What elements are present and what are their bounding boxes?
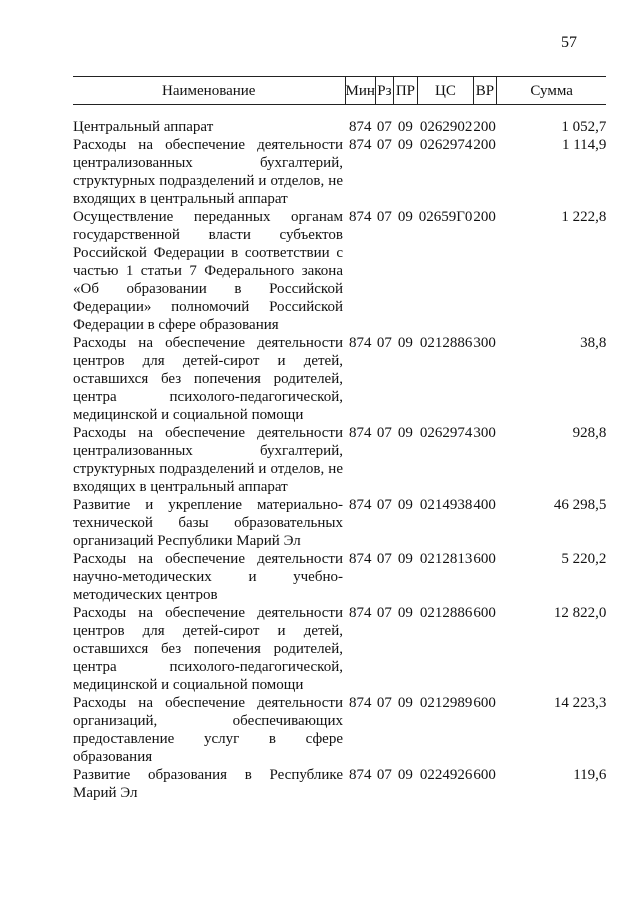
cell-vr: 600 [473, 551, 496, 567]
cell-cs: 0212886 [419, 335, 473, 351]
cell-sum: 46 298,5 [553, 497, 607, 513]
cell-vr: 300 [473, 335, 496, 351]
cell-vr: 200 [473, 119, 496, 135]
cell-name: Расходы на обеспечение деятельности централизованных бухгалтерий, структурных подразделений и отделов, не входящих в центральный аппарат [73, 425, 343, 495]
cell-vr: 600 [473, 605, 496, 621]
cell-pr: 09 [397, 767, 413, 783]
cell-rz: 07 [376, 551, 392, 567]
cell-min: 874 [349, 497, 372, 513]
cell-vr: 600 [473, 767, 496, 783]
cell-sum: 1 114,9 [561, 137, 607, 153]
cell-sum: 1 222,8 [561, 209, 607, 225]
header-min: Мин [345, 77, 375, 105]
cell-name: Расходы на обеспечение деятельности центров для детей-сирот и детей, оставшихся без попечения родителей, центра психолого-педагогической, медицинской и социальной помощи [73, 335, 343, 423]
cell-sum: 12 822,0 [553, 605, 607, 621]
header-vr: ВР [473, 77, 496, 105]
header-sum: Сумма [496, 77, 606, 105]
table-body [73, 105, 606, 803]
table-row [73, 208, 606, 334]
cell-vr: 200 [473, 137, 496, 153]
cell-vr: 600 [473, 695, 496, 711]
cell-min: 874 [349, 119, 372, 135]
cell-sum: 119,6 [573, 767, 607, 783]
cell-pr: 09 [397, 497, 413, 513]
cell-pr: 09 [397, 137, 413, 153]
cell-sum: 14 223,3 [553, 695, 607, 711]
cell-pr: 09 [397, 695, 413, 711]
page-number: 57 [561, 34, 577, 51]
cell-name: Расходы на обеспечение деятельности централизованных бухгалтерий, структурных подразделений и отделов, не входящих в центральный аппарат [73, 137, 343, 207]
cell-cs: 0214938 [419, 497, 473, 513]
header-rz: Рз [375, 77, 393, 105]
table-row [73, 118, 606, 136]
cell-min: 874 [349, 551, 372, 567]
cell-name: Развитие образования в Республике Марий Эл [73, 767, 343, 801]
table-row [73, 136, 606, 208]
cell-cs: 0212886 [419, 605, 473, 621]
cell-pr: 09 [397, 551, 413, 567]
table-row [73, 766, 606, 802]
table-row [73, 424, 606, 496]
cell-rz: 07 [376, 119, 392, 135]
cell-min: 874 [349, 767, 372, 783]
cell-pr: 09 [397, 119, 413, 135]
cell-name: Расходы на обеспечение деятельности организаций, обеспечивающих предоставление услуг в сфере образования [73, 695, 343, 765]
cell-name: Расходы на обеспечение деятельности центров для детей-сирот и детей, оставшихся без попечения родителей, центра психолого-педагогической, медицинской и социальной помощи [73, 605, 343, 693]
cell-min: 874 [349, 137, 372, 153]
cell-pr: 09 [397, 335, 413, 351]
cell-sum: 928,8 [572, 425, 607, 441]
cell-min: 874 [349, 425, 372, 441]
table-row [73, 550, 606, 604]
cell-sum: 1 052,7 [561, 119, 607, 135]
cell-cs: 02659Г0 [418, 209, 473, 225]
cell-min: 874 [349, 605, 372, 621]
cell-sum: 38,8 [580, 335, 607, 351]
cell-cs: 0262902 [419, 119, 473, 135]
spacer-row [73, 105, 606, 119]
cell-pr: 09 [397, 605, 413, 621]
cell-min: 874 [349, 335, 372, 351]
cell-rz: 07 [376, 695, 392, 711]
table-row [73, 496, 606, 550]
cell-rz: 07 [376, 209, 392, 225]
cell-rz: 07 [376, 425, 392, 441]
cell-name: Центральный аппарат [73, 119, 214, 135]
table-header-row [73, 77, 606, 105]
cell-rz: 07 [376, 497, 392, 513]
header-name: Наименование [73, 77, 345, 105]
cell-sum: 5 220,2 [561, 551, 607, 567]
cell-rz: 07 [376, 335, 392, 351]
table-row [73, 334, 606, 424]
table-row [73, 694, 606, 766]
table-row [73, 604, 606, 694]
cell-rz: 07 [376, 137, 392, 153]
cell-min: 874 [349, 695, 372, 711]
cell-cs: 0262974 [419, 137, 473, 153]
cell-cs: 0262974 [419, 425, 473, 441]
cell-pr: 09 [397, 425, 413, 441]
cell-vr: 400 [473, 497, 496, 513]
cell-rz: 07 [376, 767, 392, 783]
cell-cs: 0224926 [419, 767, 473, 783]
budget-table [73, 76, 606, 802]
header-pr: ПР [393, 77, 417, 105]
cell-name: Расходы на обеспечение деятельности научно-методических и учебно-методических центров [73, 551, 343, 603]
cell-cs: 0212989 [419, 695, 473, 711]
cell-name: Развитие и укрепление материально-технической базы образовательных организаций Республики Марий Эл [73, 497, 343, 549]
cell-pr: 09 [397, 209, 413, 225]
cell-vr: 200 [473, 209, 496, 225]
cell-min: 874 [349, 209, 372, 225]
header-cs: ЦС [417, 77, 473, 105]
cell-name: Осуществление переданных органам государственной власти субъектов Российской Федерации в соответствии с частью 1 статьи 7 Федерального закона «Об образовании в Российской Федерации» полномочий Российской Федерации в сфере образования [73, 209, 343, 333]
cell-vr: 300 [473, 425, 496, 441]
cell-rz: 07 [376, 605, 392, 621]
cell-cs: 0212813 [419, 551, 473, 567]
